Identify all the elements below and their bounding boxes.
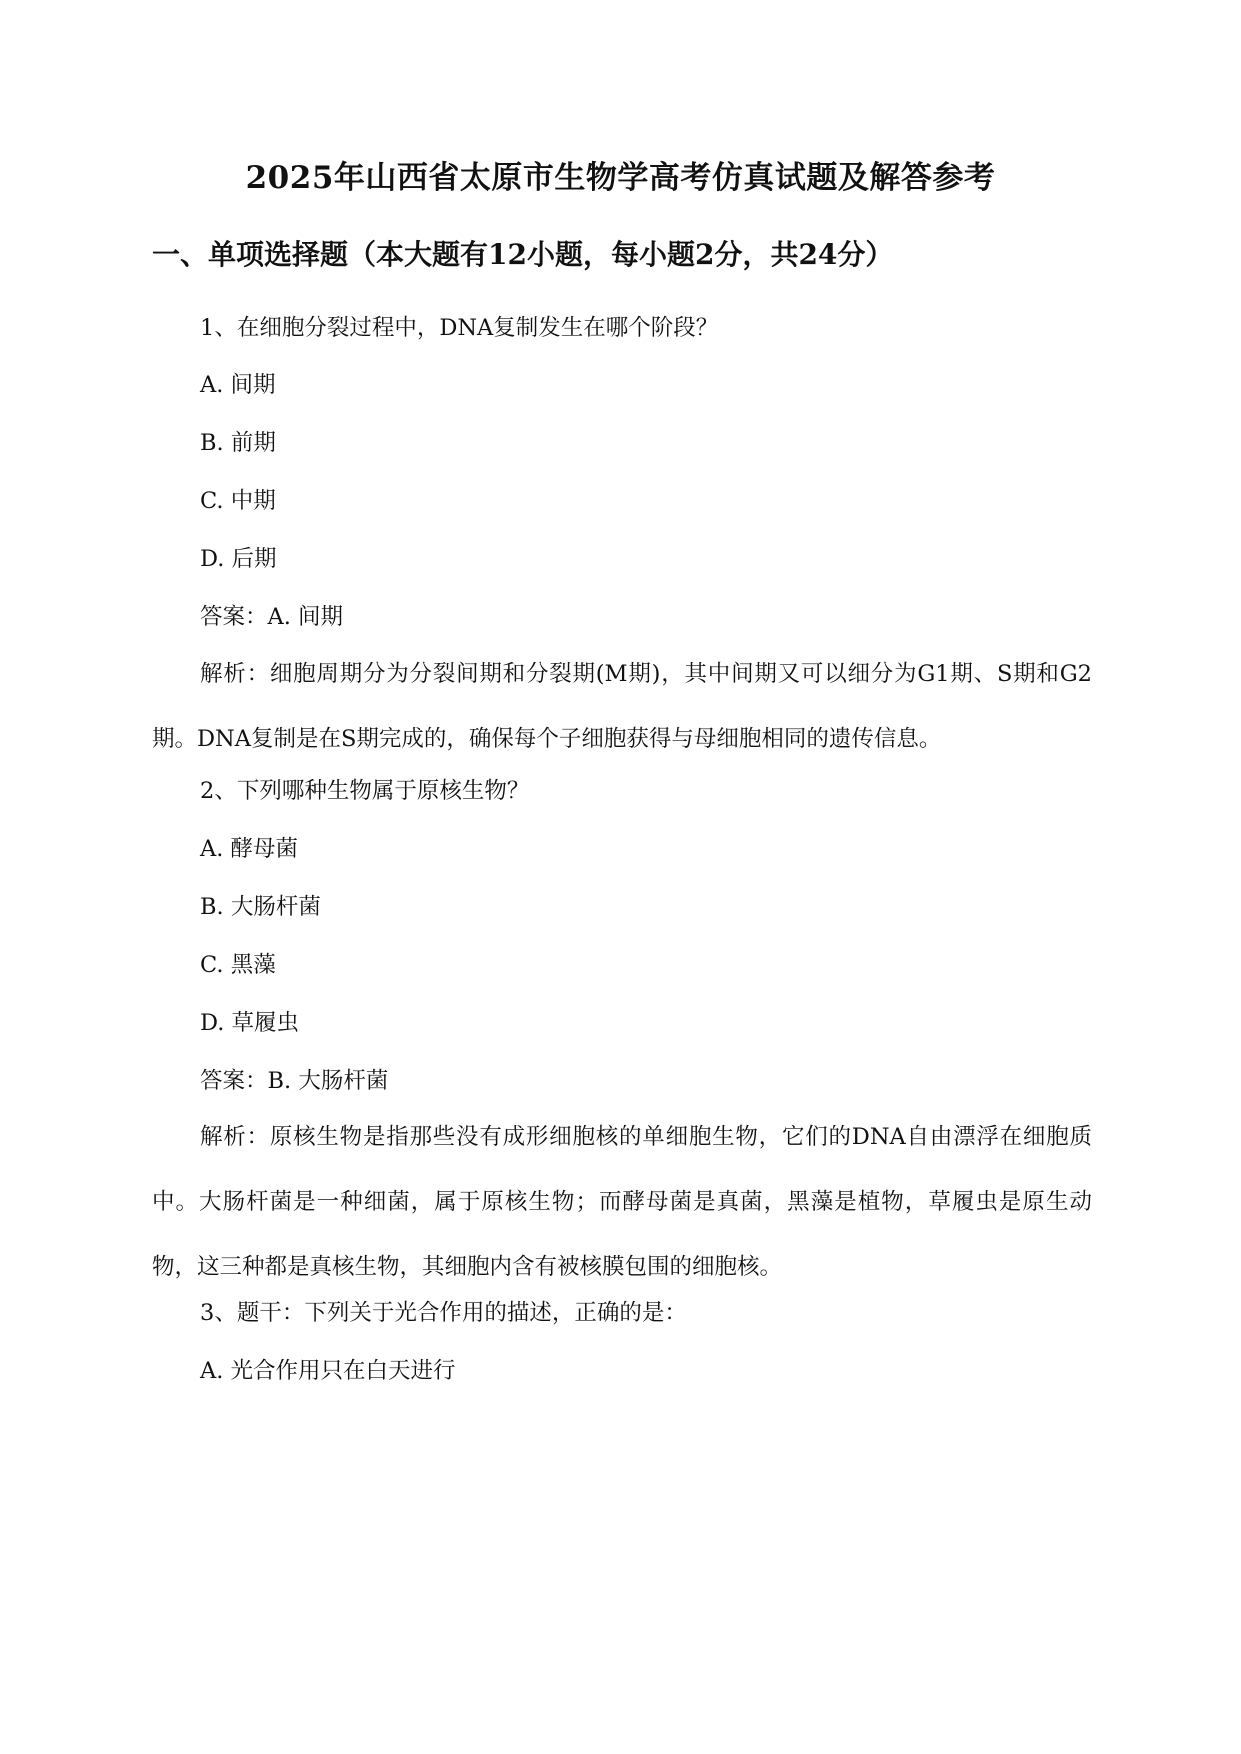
question-2-option-c: C. 黑藻 <box>200 952 276 978</box>
question-2-option-d: D. 草履虫 <box>200 1010 300 1036</box>
question-2-option-a: A. 酵母菌 <box>200 836 299 862</box>
question-3-stem: 3、题干：下列关于光合作用的描述，正确的是： <box>200 1300 687 1326</box>
section-heading: 一、单项选择题（本大题有12小题，每小题2分，共24分） <box>152 238 894 271</box>
question-1-option-a: A. 间期 <box>200 372 276 398</box>
question-3-option-a: A. 光合作用只在白天进行 <box>200 1358 456 1384</box>
question-2-option-b: B. 大肠杆菌 <box>200 894 321 920</box>
question-1-explanation: 解析：细胞周期分为分裂间期和分裂期(M期)，其中间期又可以细分为G1期、S期和G2期。DNA复制是在S期完成的，确保每个子细胞获得与母细胞相同的遗传信息。 <box>152 661 1092 752</box>
question-1-option-d: D. 后期 <box>200 546 277 572</box>
question-1-answer: 答案：A. 间期 <box>200 604 344 630</box>
question-1-option-c: C. 中期 <box>200 488 276 514</box>
question-1-option-b: B. 前期 <box>200 430 276 456</box>
question-2-explanation: 解析：原核生物是指那些没有成形细胞核的单细胞生物，它们的DNA自由漂浮在细胞质中。大肠杆菌是一种细菌，属于原核生物；而酵母菌是真菌，黑藻是植物，草履虫是原生动物，这三种都是真核生物，其细胞内含有被核膜包围的细胞核。 <box>152 1124 1092 1280</box>
question-1-stem: 1、在细胞分裂过程中，DNA复制发生在哪个阶段？ <box>200 315 719 341</box>
document-title: 2025年山西省太原市生物学高考仿真试题及解答参考 <box>245 160 996 196</box>
question-2-stem: 2、下列哪种生物属于原核生物？ <box>200 778 530 804</box>
question-2-answer: 答案：B. 大肠杆菌 <box>200 1068 389 1094</box>
